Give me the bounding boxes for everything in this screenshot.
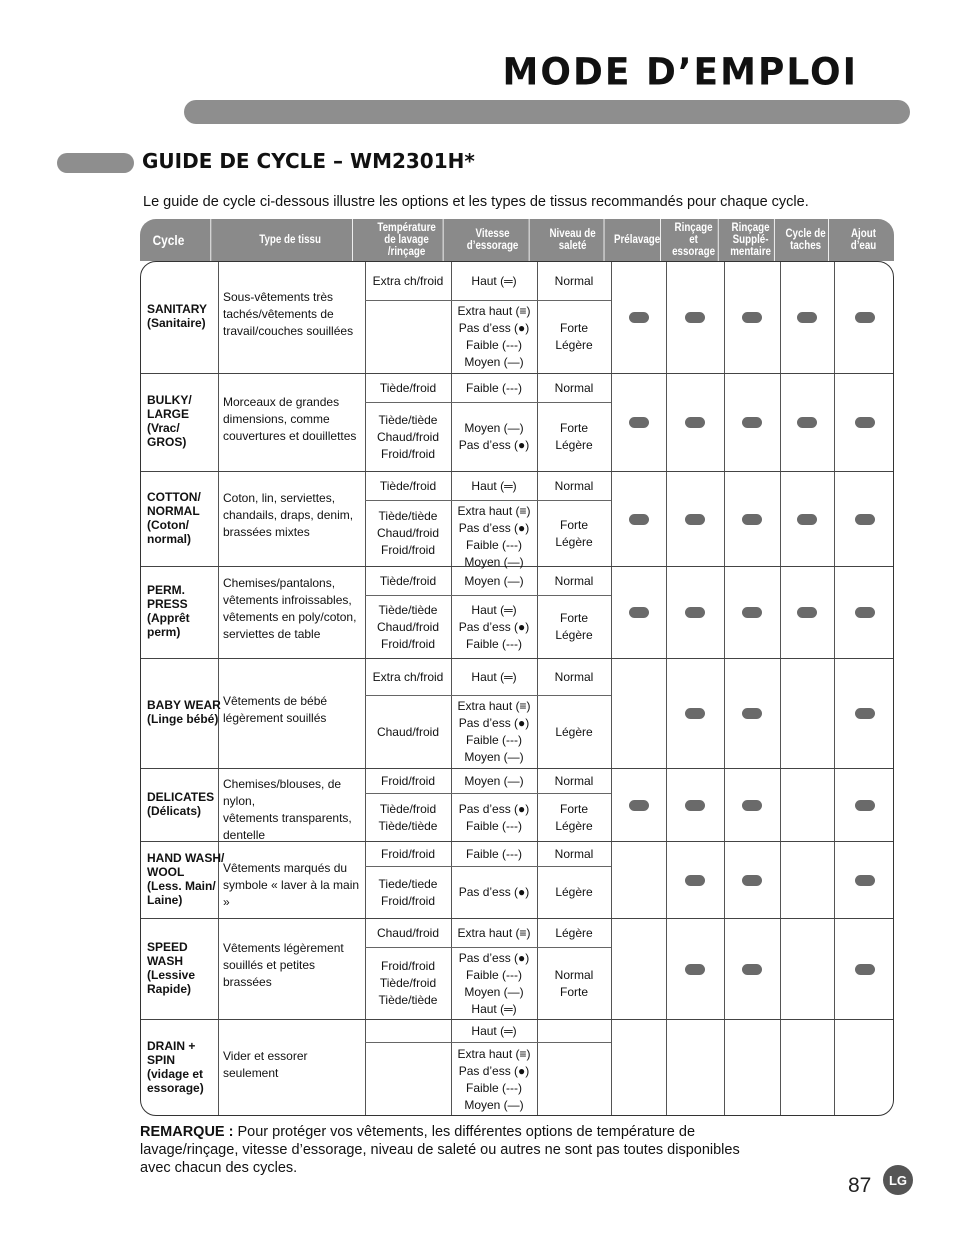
option-available-water-icon: [855, 708, 875, 719]
option-available-stain-icon: [797, 514, 817, 525]
spin-option: Pas d’ess (●): [458, 801, 530, 816]
soil-default: Normal: [554, 773, 594, 788]
temperature-option: Tiède/tiède: [378, 509, 438, 523]
column-divider: [834, 769, 835, 841]
table-row: [141, 262, 893, 374]
option-available-prewash-icon: [629, 800, 649, 811]
cycle-name: [147, 302, 207, 330]
cycle-name: [147, 790, 214, 818]
option-available-stain-icon: [797, 417, 817, 428]
spin-option: Faible (---): [466, 818, 522, 833]
temperature-option: Tiède/tiède: [378, 818, 438, 833]
column-divider: [611, 262, 612, 373]
cycle-name-line: BABY WEAR: [147, 698, 221, 712]
cycle-name-line: SPIN: [147, 1052, 176, 1067]
spin-option: Extra haut (≡): [457, 1046, 531, 1061]
table-header-soil: Niveau de saleté: [542, 219, 605, 261]
temperature-default: Tiède/froid: [379, 573, 437, 588]
column-divider: [780, 769, 781, 841]
cycle-name-line: WOOL: [147, 864, 185, 879]
fabric-type-line: Morceaux de grandes: [223, 394, 340, 409]
column-divider: [666, 842, 667, 918]
table-header-cycle: Cycle: [146, 219, 211, 261]
soil-option: Légère: [555, 338, 593, 352]
fabric-type: [223, 575, 363, 643]
column-divider: [780, 919, 781, 1019]
column-divider: [834, 374, 835, 471]
column-divider: [724, 919, 725, 1019]
fabric-type-line: brassées: [223, 975, 272, 989]
option-available-extrarinse-icon: [742, 800, 762, 811]
option-available-rinse-icon: [685, 964, 705, 975]
cycle-name-line: (vidage et: [147, 1066, 204, 1081]
remark-note: [140, 1123, 750, 1177]
column-divider: [724, 769, 725, 841]
spin-option: Pas d’ess (●): [458, 885, 530, 899]
column-divider: [611, 919, 612, 1019]
column-divider: [611, 374, 612, 471]
cycle-name-line: BULKY/: [147, 393, 192, 407]
remark-label: REMARQUE :: [140, 1124, 234, 1140]
fabric-type-line: couvertures et douillettes: [223, 428, 357, 443]
column-divider: [834, 567, 835, 658]
soil-default: Normal: [554, 273, 594, 288]
fabric-type-line: légèrement souillés: [223, 711, 327, 725]
cycle-name-line: HAND WASH/: [147, 850, 225, 865]
option-available-extrarinse-icon: [742, 964, 762, 975]
spin-default: Haut (═): [471, 478, 517, 493]
spin-option: Pas d’ess (●): [458, 619, 530, 634]
spin-option: Pas d’ess (●): [458, 521, 530, 535]
option-available-water-icon: [855, 514, 875, 525]
cycle-name-line: Laine): [147, 892, 183, 907]
soil-option: Légère: [555, 724, 593, 739]
cycle-name-line: normal): [147, 531, 192, 546]
soil-default: Normal: [554, 380, 594, 395]
column-divider: [724, 472, 725, 566]
settings-split-line: [365, 1042, 611, 1043]
cycle-name-line: PERM.: [147, 583, 186, 597]
option-available-prewash-icon: [629, 312, 649, 323]
fabric-type-line: seulement: [223, 1065, 279, 1080]
option-available-rinse-icon: [685, 708, 705, 719]
option-available-extrarinse-icon: [742, 312, 762, 323]
cycle-name-line: (Apprêt: [147, 611, 190, 625]
table-header-stain: Cycle de taches: [783, 219, 829, 261]
column-divider: [611, 842, 612, 918]
temperature-default: Froid/froid: [380, 846, 436, 861]
temperature-option: Chaud/froid: [376, 429, 440, 444]
table-row: [141, 659, 893, 769]
table-header-spin: Vitesse d’essorage: [456, 219, 529, 261]
column-divider: [218, 567, 219, 658]
fabric-type-line: Vêtements de bébé: [223, 694, 328, 708]
column-divider: [780, 842, 781, 918]
fabric-type-line: symbole « laver à la main »: [223, 877, 360, 909]
soil-option: Légère: [555, 885, 593, 899]
column-divider: [834, 262, 835, 373]
option-available-prewash-icon: [629, 514, 649, 525]
table-row: [141, 374, 893, 472]
column-divider: [834, 842, 835, 918]
option-available-rinse-icon: [685, 875, 705, 886]
table-header-water: Ajout d’eau: [850, 227, 877, 252]
column-divider: [218, 919, 219, 1019]
temperature-option: Froid/froid: [380, 543, 436, 557]
table-row: [141, 919, 893, 1020]
table-header-rinse: Rinçage et essorage: [669, 219, 718, 261]
cycle-name-line: COTTON/: [147, 489, 201, 504]
fabric-type-line: serviettes de table: [223, 627, 321, 641]
temperature-default: Chaud/froid: [376, 925, 440, 940]
column-divider: [834, 472, 835, 566]
cycle-table-body: [140, 261, 894, 1116]
spin-default: Faible (---): [466, 846, 522, 861]
fabric-type-line: vêtements infroissables,: [223, 593, 352, 607]
option-available-water-icon: [855, 875, 875, 886]
cycle-name-line: WASH: [147, 953, 183, 968]
table-header-fabric: Type de tissu: [228, 219, 353, 261]
column-divider: [218, 1020, 219, 1116]
spin-option: Pas d’ess (●): [458, 951, 530, 965]
column-divider: [666, 919, 667, 1019]
cycle-name-line: DELICATES: [147, 789, 215, 804]
soil-default: Normal: [554, 846, 594, 861]
table-header-prewash: Prélavage: [614, 219, 661, 261]
table-header-extrarinse: Rinçage Supplé-mentaire: [727, 219, 775, 261]
temperature-option: Froid/froid: [380, 446, 436, 461]
settings-split-line: [365, 500, 611, 501]
cycle-name-line: (Vrac/: [147, 421, 180, 435]
spin-option: Faible (---): [466, 733, 522, 747]
fabric-type-line: Vêtements légèrement: [223, 941, 344, 955]
option-available-water-icon: [855, 964, 875, 975]
spin-option: Faible (---): [466, 636, 522, 651]
column-divider: [218, 472, 219, 566]
option-available-stain-icon: [797, 607, 817, 618]
table-header-temp: Température de lavage /rinçage: [370, 219, 443, 261]
spin-option: Faible (---): [466, 338, 522, 352]
column-divider: [780, 262, 781, 373]
spin-default: Haut (═): [471, 1023, 517, 1038]
cycle-name: [147, 1039, 204, 1095]
option-available-stain-icon: [797, 312, 817, 323]
cycle-name-line: LARGE: [147, 407, 189, 421]
soil-option: Forte: [559, 984, 588, 999]
spin-default: Haut (═): [471, 273, 517, 288]
cycle-name-line: SANITARY: [147, 302, 207, 316]
spin-option: Moyen (—): [464, 555, 524, 569]
option-available-extrarinse-icon: [742, 607, 762, 618]
spin-option: Moyen (—): [464, 985, 524, 999]
spin-option: Haut (═): [471, 1002, 517, 1016]
option-available-rinse-icon: [685, 607, 705, 618]
soil-option: Forte: [559, 611, 588, 625]
section-intro: Le guide de cycle ci-dessous illustre les options et les types de tissus recommandés pour chaque cycle.: [143, 194, 809, 210]
settings-split-line: [365, 947, 611, 948]
fabric-type-line: travail/couches souillées: [223, 323, 354, 338]
spin-option: Pas d’ess (●): [458, 1063, 530, 1078]
fabric-type-line: Vêtements marqués du: [223, 860, 348, 875]
option-available-extrarinse-icon: [742, 875, 762, 886]
temperature-option: Tiède/tiède: [378, 412, 438, 427]
soil-option: Légère: [555, 628, 593, 642]
cycle-name-line: GROS): [147, 435, 187, 449]
spin-option: Faible (---): [466, 538, 522, 552]
column-divider: [834, 1020, 835, 1116]
temperature-default: Extra ch/froid: [372, 273, 444, 288]
soil-default: Normal: [554, 478, 594, 493]
settings-split-line: [365, 402, 611, 403]
spin-default: Moyen (—): [464, 773, 524, 788]
fabric-type-line: souillés et petites: [223, 958, 316, 972]
spin-default: Faible (---): [466, 380, 522, 395]
soil-option: Normal: [554, 967, 594, 982]
column-divider: [611, 1020, 612, 1116]
cycle-name-line: DRAIN +: [147, 1038, 196, 1053]
cycle-name: [147, 583, 190, 639]
temperature-default: Tiède/froid: [379, 478, 437, 493]
column-divider: [724, 842, 725, 918]
fabric-type-line: chandails, draps, denim,: [223, 508, 354, 522]
temperature-option: Tiede/tiede: [378, 876, 438, 891]
settings-split-line: [365, 595, 611, 596]
cycle-name: [147, 851, 224, 907]
column-divider: [666, 769, 667, 841]
temperature-option: Tiède/froid: [379, 801, 437, 816]
spin-default: Moyen (—): [464, 573, 524, 588]
cycle-name-line: (Délicats): [147, 803, 202, 818]
settings-split-line: [365, 793, 611, 794]
option-available-rinse-icon: [685, 800, 705, 811]
table-row: [141, 567, 893, 659]
soil-default: Normal: [554, 573, 594, 588]
spin-default: Extra haut (≡): [457, 925, 531, 940]
settings-split-line: [365, 300, 611, 301]
column-divider: [724, 262, 725, 373]
column-divider: [666, 1020, 667, 1116]
option-available-rinse-icon: [685, 417, 705, 428]
temperature-default: Extra ch/froid: [372, 669, 444, 684]
soil-option: Forte: [559, 517, 588, 532]
spin-option: Pas d’ess (●): [458, 321, 530, 335]
spin-option: Extra haut (≡): [457, 504, 531, 518]
cycle-name-line: (Linge bébé): [147, 712, 219, 726]
option-available-extrarinse-icon: [742, 514, 762, 525]
column-divider: [537, 1020, 538, 1116]
column-divider: [218, 262, 219, 373]
spin-option: Moyen (—): [464, 1097, 524, 1112]
column-divider: [724, 1020, 725, 1116]
cycle-name: [147, 940, 195, 996]
page-header-title: MODE D’EMPLOI: [502, 50, 858, 95]
fabric-type: [223, 693, 363, 727]
fabric-type-line: tachés/vêtements de: [223, 306, 334, 321]
fabric-type-line: Sous-vêtements très: [223, 289, 334, 304]
section-decor-pill: [57, 153, 134, 173]
column-divider: [666, 659, 667, 768]
fabric-type-line: brassées mixtes: [223, 525, 310, 539]
temperature-default: Froid/froid: [380, 773, 436, 788]
column-divider: [780, 659, 781, 768]
cycle-name-line: essorage): [147, 1080, 204, 1095]
option-available-water-icon: [855, 417, 875, 428]
fabric-type-line: vêtements en poly/coton,: [223, 610, 357, 624]
spin-option: Haut (═): [471, 602, 517, 617]
cycle-name-line: (Less. Main/: [147, 878, 216, 893]
column-divider: [611, 472, 612, 566]
section-title: GUIDE DE CYCLE – WM2301H*: [142, 149, 475, 173]
fabric-type-line: dimensions, comme: [223, 411, 330, 426]
option-available-rinse-icon: [685, 514, 705, 525]
option-available-water-icon: [855, 607, 875, 618]
temperature-option: Chaud/froid: [376, 526, 440, 540]
spin-option: Moyen (—): [464, 355, 524, 369]
spin-option: Pas d’ess (●): [458, 716, 530, 730]
settings-split-line: [365, 866, 611, 867]
soil-default: Normal: [554, 669, 594, 684]
fabric-type: [223, 776, 363, 844]
fabric-type-line: Chemises/pantalons,: [223, 576, 336, 590]
table-row: [141, 842, 893, 919]
option-available-prewash-icon: [629, 417, 649, 428]
column-divider: [218, 374, 219, 471]
option-available-extrarinse-icon: [742, 417, 762, 428]
spin-option: Pas d’ess (●): [458, 438, 530, 452]
option-available-extrarinse-icon: [742, 708, 762, 719]
spin-option: Moyen (—): [464, 421, 524, 435]
temperature-option: Froid/froid: [380, 636, 436, 651]
spin-option: Faible (---): [466, 968, 522, 982]
column-divider: [666, 567, 667, 658]
soil-option: Forte: [559, 321, 588, 335]
cycle-name-line: (Sanitaire): [147, 316, 206, 330]
soil-option: Légère: [555, 438, 593, 452]
option-available-water-icon: [855, 800, 875, 811]
option-available-rinse-icon: [685, 312, 705, 323]
cycle-name-line: NORMAL: [147, 503, 200, 518]
cycle-name-line: SPEED: [147, 939, 188, 954]
cycle-name: [147, 490, 201, 546]
temperature-option: Chaud/froid: [376, 724, 440, 739]
column-divider: [780, 1020, 781, 1116]
column-divider: [780, 567, 781, 658]
cycle-name: [147, 698, 221, 726]
column-divider: [724, 659, 725, 768]
cycle-name-line: (Lessive: [147, 967, 196, 982]
column-divider: [780, 472, 781, 566]
fabric-type-line: Coton, lin, serviettes,: [223, 491, 336, 505]
page-number: 87: [848, 1174, 872, 1197]
column-divider: [780, 374, 781, 471]
option-available-water-icon: [855, 312, 875, 323]
soil-option: Légère: [555, 534, 593, 549]
spin-default: Haut (═): [471, 669, 517, 684]
spin-option: Extra haut (≡): [457, 699, 531, 713]
soil-default: Légère: [555, 925, 593, 940]
column-divider: [666, 472, 667, 566]
fabric-type: [223, 394, 363, 445]
spin-option: Faible (---): [466, 1080, 522, 1095]
column-divider: [724, 374, 725, 471]
column-divider: [724, 567, 725, 658]
temperature-option: Froid/froid: [380, 959, 436, 973]
table-row: [141, 1020, 893, 1116]
cycle-name-line: Rapide): [147, 981, 192, 996]
column-divider: [666, 262, 667, 373]
lg-logo-text: LG: [888, 1172, 908, 1188]
fabric-type: [223, 940, 363, 991]
column-divider: [611, 567, 612, 658]
soil-option: Légère: [555, 818, 593, 833]
cycle-name-line: PRESS: [147, 597, 188, 611]
column-divider: [611, 769, 612, 841]
fabric-type: [223, 490, 363, 541]
cycle-name: [147, 393, 192, 449]
column-divider: [666, 374, 667, 471]
fabric-type: [223, 1048, 363, 1082]
settings-split-line: [365, 695, 611, 696]
spin-option: Moyen (—): [464, 750, 524, 764]
spin-option: Extra haut (≡): [457, 304, 531, 318]
temperature-option: Tiède/tiède: [378, 993, 438, 1007]
remark-text: Pour protéger vos vêtements, les différentes options de température de lavage/rinçage, vitesse d’essorage, niveau de saleté ou autres ne sont pas toutes disponibles avec chacun des cycles.: [140, 1124, 740, 1176]
option-available-prewash-icon: [629, 607, 649, 618]
header-decor-bar: [184, 100, 910, 124]
temperature-option: Chaud/froid: [376, 619, 440, 634]
temperature-option: Tiède/froid: [379, 976, 437, 990]
column-divider: [218, 769, 219, 841]
table-row: [141, 472, 893, 567]
column-divider: [834, 659, 835, 768]
temperature-option: Tiède/tiède: [378, 602, 438, 617]
fabric-type-line: Chemises/blouses, de nylon,: [223, 777, 342, 808]
lg-logo-icon: [883, 1165, 913, 1195]
column-divider: [611, 659, 612, 768]
temperature-option: Froid/froid: [380, 893, 436, 908]
column-divider: [365, 1020, 366, 1116]
cycle-table-header: [140, 219, 894, 261]
table-row: [141, 769, 893, 842]
cycle-name-line: perm): [147, 625, 181, 639]
soil-option: Forte: [559, 801, 588, 816]
fabric-type-line: vêtements transparents,: [223, 811, 352, 825]
fabric-type: [223, 289, 363, 340]
fabric-type-line: dentelle: [223, 828, 266, 842]
fabric-type: [223, 860, 363, 911]
column-divider: [834, 919, 835, 1019]
soil-option: Forte: [559, 421, 588, 435]
temperature-default: Tiède/froid: [379, 380, 437, 395]
cycle-name-line: (Coton/: [147, 517, 189, 532]
fabric-type-line: Vider et essorer: [223, 1048, 308, 1063]
